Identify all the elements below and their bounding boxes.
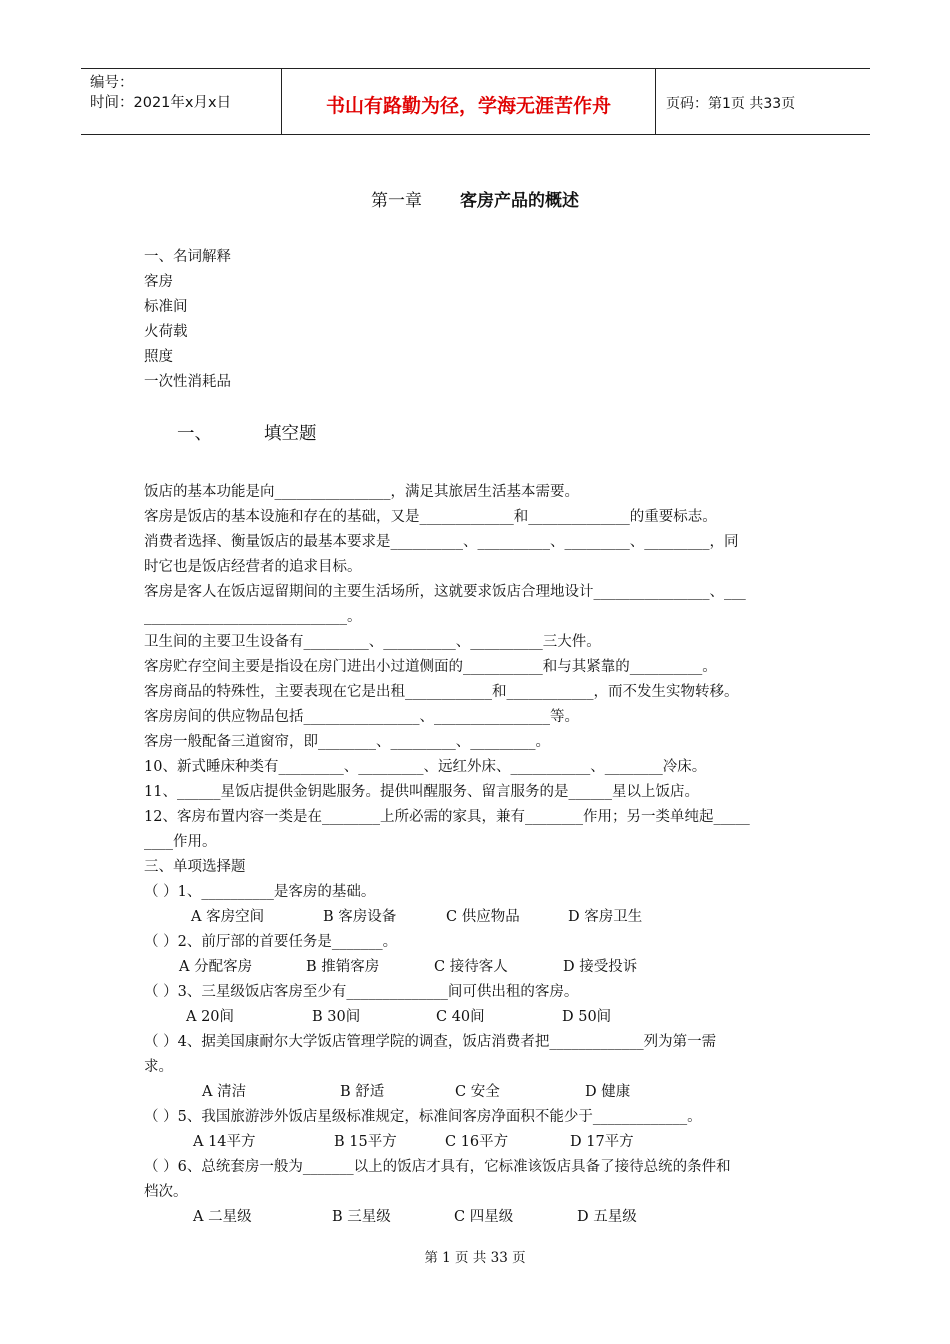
- fill-line: 时它也是饭店经营者的追求目标。: [144, 559, 362, 575]
- fill-line: ____________________________。: [144, 609, 362, 625]
- question-4: （ ）4、据美国康耐尔大学饭店管理学院的调查，饭店消费者把_____________列为第一需: [144, 1034, 717, 1050]
- page-footer: 第 1 页 共 33 页: [424, 1250, 526, 1266]
- fill-line: 10、新式睡床种类有_________、_________、远红外床、___________、________冷床。: [144, 759, 707, 775]
- fill-line: ____作用。: [144, 834, 217, 850]
- time-label: 时间：2021年x月x日: [90, 95, 232, 111]
- q4-option-d: D 健康: [585, 1084, 631, 1100]
- section2-heading: [177, 420, 317, 445]
- q6-option-a: A 二星级: [193, 1209, 252, 1225]
- section3-heading: 三、单项选择题: [144, 859, 246, 875]
- q1-option-a: A 客房空间: [191, 909, 265, 925]
- q1-option-d: D 客房卫生: [568, 909, 643, 925]
- fill-line: 客房是饭店的基本设施和存在的基础，又是_____________和______________的重要标志。: [144, 509, 717, 525]
- section1-heading: 一、名词解释: [144, 249, 231, 265]
- chapter-name: 客房产品的概述: [460, 191, 579, 211]
- q2-option-c: C 接待客人: [434, 959, 508, 975]
- q6-option-b: B 三星级: [332, 1209, 391, 1225]
- chapter-title: [0, 186, 950, 211]
- fill-line: 卫生间的主要卫生设备有_________、__________、__________三大件。: [144, 634, 601, 650]
- q1-option-c: C 供应物品: [446, 909, 520, 925]
- header-left-cell: [81, 69, 282, 134]
- fill-line: 客房商品的特殊性，主要表现在它是出租____________和____________，而不发生实物转移。: [144, 684, 739, 700]
- q4-option-a: A 清洁: [202, 1084, 247, 1100]
- term-item: 一次性消耗品: [144, 374, 231, 390]
- q6-option-c: C 四星级: [454, 1209, 514, 1225]
- q3-option-d: D 50间: [562, 1009, 612, 1025]
- section2-number: 一、: [177, 424, 212, 444]
- fill-line: 客房贮存空间主要是指设在房门进出小过道侧面的___________和与其紧靠的__________。: [144, 659, 717, 675]
- q3-option-b: B 30间: [312, 1009, 361, 1025]
- chapter-number: 第一章: [371, 191, 422, 211]
- term-item: 照度: [144, 349, 173, 365]
- q5-option-b: B 15平方: [334, 1134, 397, 1150]
- q5-option-d: D 17平方: [570, 1134, 634, 1150]
- q2-option-b: B 推销客房: [306, 959, 380, 975]
- q6-option-d: D 五星级: [577, 1209, 637, 1225]
- header-center-cell: [282, 69, 655, 134]
- question-3: （ ）3、三星级饭店客房至少有______________间可供出租的客房。: [144, 984, 579, 1000]
- question-6-cont: 档次。: [144, 1184, 188, 1200]
- q2-option-d: D 接受投诉: [563, 959, 638, 975]
- q1-option-b: B 客房设备: [323, 909, 397, 925]
- header-table: [81, 68, 870, 135]
- question-5: （ ）5、我国旅游涉外饭店星级标准规定，标准间客房净面积不能少于_____________。: [144, 1109, 702, 1125]
- fill-line: 消费者选择、衡量饭店的最基本要求是__________、__________、_________、_________，同: [144, 534, 739, 550]
- motto: 书山有路勤为径，学海无涯苦作舟: [325, 95, 611, 117]
- question-1: （ ）1、__________是客房的基础。: [144, 884, 376, 900]
- q4-option-b: B 舒适: [340, 1084, 385, 1100]
- term-item: 标准间: [144, 299, 188, 315]
- question-2: （ ）2、前厅部的首要任务是_______。: [144, 934, 398, 950]
- fill-line: 客房一般配备三道窗帘，即________、_________、_________。: [144, 734, 550, 750]
- q5-option-c: C 16平方: [445, 1134, 509, 1150]
- q2-option-a: A 分配客房: [179, 959, 253, 975]
- term-item: 客房: [144, 274, 173, 290]
- question-4-cont: 求。: [144, 1059, 173, 1075]
- q4-option-c: C 安全: [455, 1084, 500, 1100]
- fill-line: 11、______星饭店提供金钥匙服务。提供叫醒服务、留言服务的是______星以上饭店。: [144, 784, 699, 800]
- number-label: 编号：: [90, 75, 134, 91]
- header-right-cell: [655, 69, 870, 134]
- question-6: （ ）6、总统套房一般为_______以上的饭店才具有，它标准该饭店具备了接待总统的条件和: [144, 1159, 731, 1175]
- q3-option-a: A 20间: [186, 1009, 235, 1025]
- fill-line: 饭店的基本功能是向________________，满足其旅居生活基本需要。: [144, 484, 579, 500]
- fill-line: 客房房间的供应物品包括________________、________________等。: [144, 709, 579, 725]
- page-info: 页码：第1页 共33页: [666, 96, 796, 112]
- q5-option-a: A 14平方: [193, 1134, 256, 1150]
- section2-title: 填空题: [264, 424, 317, 444]
- q3-option-c: C 40间: [436, 1009, 485, 1025]
- fill-line: 客房是客人在饭店逗留期间的主要生活场所，这就要求饭店合理地设计________________、___: [144, 584, 746, 600]
- term-item: 火荷载: [144, 324, 188, 340]
- fill-line: 12、客房布置内容一类是在________上所必需的家具，兼有________作用；另一类单纯起_____: [144, 809, 750, 825]
